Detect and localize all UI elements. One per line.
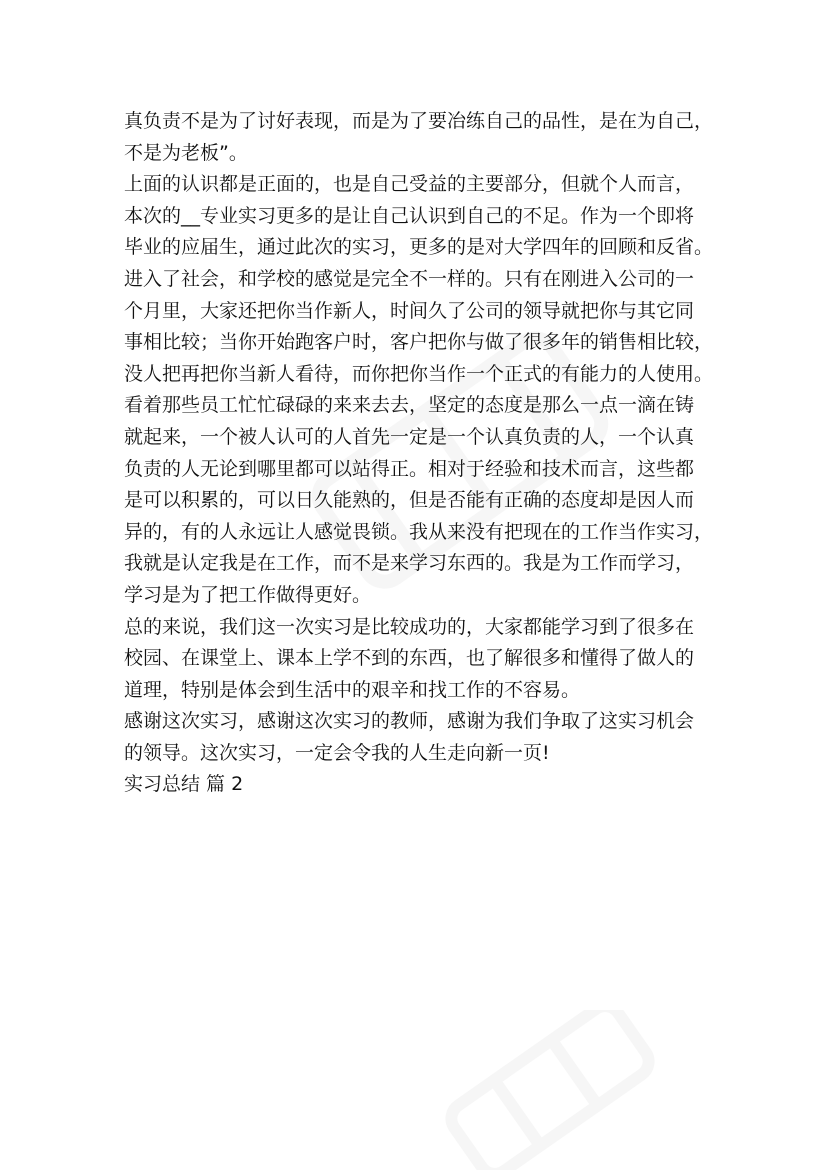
text-line: 不是为老板”。 <box>124 141 248 164</box>
text-line: 校园、在课堂上、课本上学不到的东西，也了解很多和懂得了做人的 <box>124 647 695 670</box>
text-line: 异的，有的人永远让人感觉畏锁。我从来没有把现在的工作当作实习， <box>124 520 714 543</box>
text-line: 我就是认定我是在工作，而不是来学习东西的。我是为工作而学习， <box>124 552 695 575</box>
section-heading: 实习总结 篇 2 <box>124 773 244 796</box>
text-line: 负责的人无论到哪里都可以站得正。相对于经验和技术而言，这些都 <box>124 457 695 480</box>
text-line: 毕业的应届生，通过此次的实习，更多的是对大学四年的回顾和反省。 <box>124 236 714 259</box>
text-line: 感谢这次实习，感谢这次实习的教师，感谢为我们争取了这实习机会 <box>124 710 695 733</box>
document-body <box>124 106 724 801</box>
text-line: 本次的__专业实习更多的是让自己认识到自己的不足。作为一个即将 <box>124 204 695 227</box>
text-line: 真负责不是为了讨好表现，而是为了要冶练自己的品性，是在为自己， <box>124 110 714 132</box>
text-line: 看着那些员工忙忙碌碌的来来去去，坚定的态度是那么一点一滴在铸 <box>124 394 695 417</box>
watermark-logo-bottom <box>420 1010 680 1170</box>
text-line: 道理，特别是体会到生活中的艰辛和找工作的不容易。 <box>124 678 581 701</box>
text-line: 上面的认识都是正面的，也是自己受益的主要部分，但就个人而言， <box>124 173 695 196</box>
text-line: 学习是为了把工作做得更好。 <box>124 583 372 606</box>
text-line: 进入了社会，和学校的感觉是完全不一样的。只有在刚进入公司的一 <box>124 267 695 290</box>
text-line: 个月里，大家还把你当作新人，时间久了公司的领导就把你与其它同 <box>124 299 695 322</box>
text-line: 事相比较；当你开始跑客户时，客户把你与做了很多年的销售相比较， <box>124 331 714 354</box>
text-line: 的领导。这次实习，一定会令我的人生走向新一页! <box>124 741 550 764</box>
text-line: 是可以积累的，可以日久能熟的，但是否能有正确的态度却是因人而 <box>124 489 695 512</box>
text-line: 总的来说，我们这一次实习是比较成功的，大家都能学习到了很多在 <box>124 615 695 638</box>
text-line: 没人把再把你当新人看待，而你把你当作一个正式的有能力的人使用。 <box>124 362 714 385</box>
text-line: 就起来，一个被人认可的人首先一定是一个认真负责的人，一个认真 <box>124 425 695 448</box>
